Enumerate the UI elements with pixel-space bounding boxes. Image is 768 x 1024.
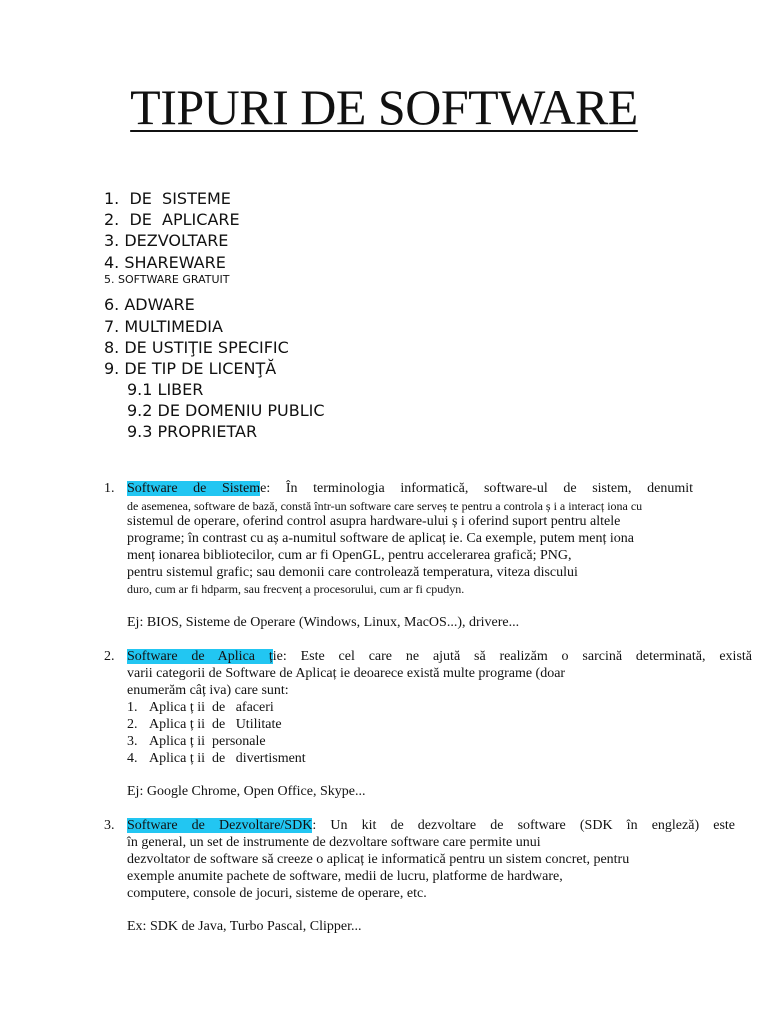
- toc-item: 7. MULTIMEDIA: [104, 317, 223, 336]
- list-item: Aplica ț ii de divertisment: [149, 751, 306, 766]
- section-line: computere, console de jocuri, sisteme de operare, etc.: [127, 886, 427, 901]
- section-line: menț ionarea bibliotecilor, cum ar fi OpenGL, pentru accelerarea grafică; PNG,: [127, 548, 572, 563]
- section-text: : Un kit de dezvoltare de software (SDK în engleză) este: [312, 818, 735, 833]
- toc-item: 4. SHAREWARE: [104, 253, 226, 272]
- toc-item: 8. DE USTIŢIE SPECIFIC: [104, 338, 289, 357]
- list-item: Aplica ț ii personale: [149, 734, 266, 749]
- section-first-line: [127, 818, 735, 834]
- list-item: Aplica ț ii de Utilitate: [149, 717, 282, 732]
- list-number: 1.: [127, 700, 138, 715]
- toc-item: 2. DE APLICARE: [104, 210, 240, 229]
- toc-item: 6. ADWARE: [104, 295, 195, 314]
- list-item: Aplica ț ii de afaceri: [149, 700, 274, 715]
- list-number: 3.: [127, 734, 138, 749]
- section-number: 2.: [104, 649, 115, 664]
- section-text: ie: Este cel care ne ajută să realizăm o sarcină determinată, există: [272, 649, 752, 664]
- highlighted-term: Software de Aplica ț: [127, 649, 273, 664]
- toc-item: 9. DE TIP DE LICENŢĂ: [104, 359, 277, 378]
- section-number: 1.: [104, 481, 115, 496]
- toc-item: 5. SOFTWARE GRATUIT: [104, 273, 230, 286]
- toc-subitem: 9.2 DE DOMENIU PUBLIC: [127, 401, 325, 420]
- page-title: TIPURI DE SOFTWARE: [130, 79, 638, 135]
- highlighted-term: Software de Sistem: [127, 481, 261, 496]
- section-line: enumerăm câț iva) care sunt:: [127, 683, 289, 698]
- list-number: 4.: [127, 751, 138, 766]
- section-line: programe; în contrast cu aș a-numitul software de aplicaț ie. Ca exemple, putem menț iona: [127, 531, 634, 546]
- section-line: dezvoltator de software să creeze o aplicaț ie informatică pentru un sistem concret, pentru: [127, 852, 630, 867]
- toc-item: 3. DEZVOLTARE: [104, 231, 229, 250]
- toc-item: 1. DE SISTEME: [104, 189, 231, 208]
- section-line: varii categorii de Software de Aplicaț ie deoarece există multe programe (doar: [127, 666, 566, 681]
- list-number: 2.: [127, 717, 138, 732]
- section-line: de asemenea, software de bază, constă într-un software care serveș te pentru a controla ș i a interacț iona cu: [127, 499, 643, 513]
- section-line: pentru sistemul grafic; sau demonii care controlează temperatura, viteza discului: [127, 565, 578, 580]
- toc-subitem: 9.3 PROPRIETAR: [127, 422, 258, 441]
- highlighted-term: Software de Dezvoltare/SDK: [127, 818, 313, 833]
- section-first-line: [127, 481, 693, 497]
- section-number: 3.: [104, 818, 115, 833]
- section-example: Ex: SDK de Java, Turbo Pascal, Clipper...: [127, 919, 362, 934]
- toc-subitem: 9.1 LIBER: [127, 380, 204, 399]
- section-line: în general, un set de instrumente de dezvoltare software care permite unui: [127, 835, 541, 850]
- section-example: Ej: Google Chrome, Open Office, Skype...: [127, 784, 366, 799]
- section-line: exemple anumite pachete de software, medii de lucru, platforme de hardware,: [127, 869, 563, 884]
- section-example: Ej: BIOS, Sisteme de Operare (Windows, Linux, MacOS...), drivere...: [127, 615, 520, 630]
- section-line: sistemul de operare, oferind control asupra hardware-ului ș i oferind suport pentru altele: [127, 514, 621, 529]
- section-line: duro, cum ar fi hdparm, sau frecvenț a procesorului, cum ar fi cpudyn.: [127, 582, 465, 596]
- section-text: e: În terminologia informatică, software-ul de sistem, denumit: [260, 481, 693, 496]
- section-first-line: [127, 649, 752, 665]
